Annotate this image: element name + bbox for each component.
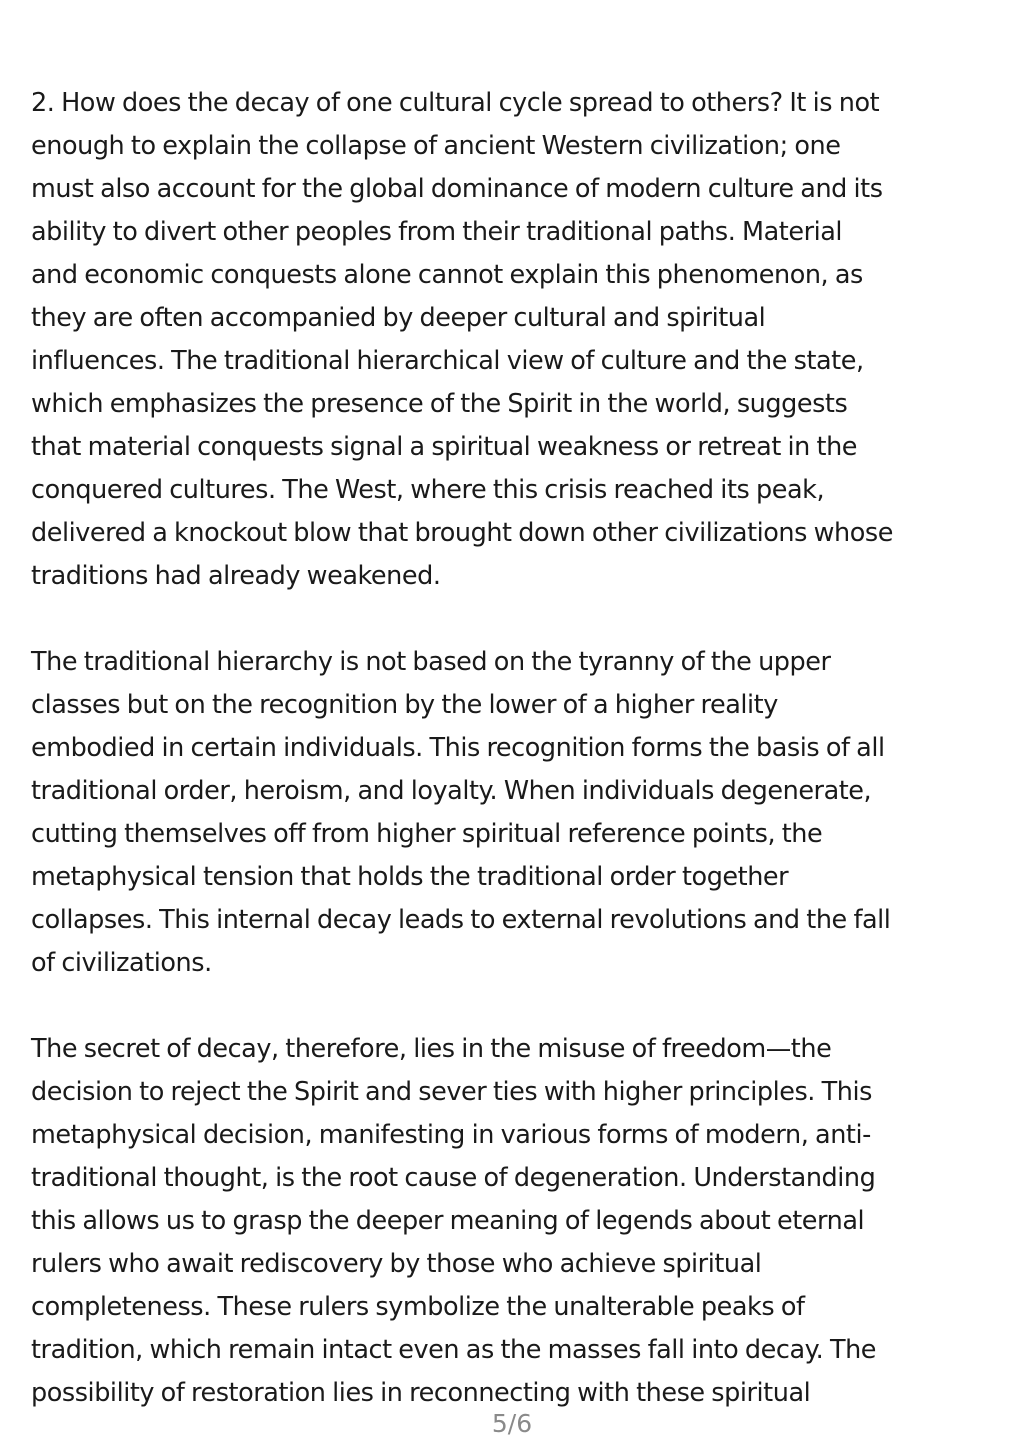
text-line: The traditional hierarchy is not based on the tyranny of the upper	[31, 647, 831, 677]
text-line: The secret of decay, therefore, lies in the misuse of freedom—the	[31, 1034, 832, 1064]
text-line: that material conquests signal a spiritual weakness or retreat in the	[31, 432, 858, 462]
text-line: this allows us to grasp the deeper meaning of legends about eternal	[31, 1206, 865, 1236]
text-line: which emphasizes the presence of the Spirit in the world, suggests	[31, 389, 848, 419]
page-indicator: 5/6	[491, 1409, 533, 1438]
paragraph-spacer	[31, 985, 999, 1028]
text-line: must also account for the global dominance of modern culture and its	[31, 174, 883, 204]
paragraph-spacer	[31, 598, 999, 641]
text-line: conquered cultures. The West, where this crisis reached its peak,	[31, 475, 825, 505]
text-line: metaphysical tension that holds the traditional order together	[31, 862, 789, 892]
text-line: of civilizations.	[31, 948, 212, 978]
text-line: decision to reject the Spirit and sever ties with higher principles. This	[31, 1077, 872, 1107]
text-line: influences. The traditional hierarchical view of culture and the state,	[31, 346, 864, 376]
text-line: possibility of restoration lies in reconnecting with these spiritual	[31, 1378, 811, 1408]
text-line: delivered a knockout blow that brought down other civilizations whose	[31, 518, 893, 548]
text-line: traditional thought, is the root cause of degeneration. Understanding	[31, 1163, 876, 1193]
text-line: embodied in certain individuals. This recognition forms the basis of all	[31, 733, 885, 763]
document-body	[31, 82, 999, 1415]
text-line: 2. How does the decay of one cultural cycle spread to others? It is not	[31, 88, 880, 118]
text-line: collapses. This internal decay leads to external revolutions and the fall	[31, 905, 891, 935]
text-line: traditions had already weakened.	[31, 561, 441, 591]
paragraph	[31, 82, 999, 598]
paragraph	[31, 1028, 999, 1415]
text-line: ability to divert other peoples from their traditional paths. Material	[31, 217, 843, 247]
text-line: they are often accompanied by deeper cultural and spiritual	[31, 303, 766, 333]
text-line: tradition, which remain intact even as the masses fall into decay. The	[31, 1335, 877, 1365]
text-line: metaphysical decision, manifesting in various forms of modern, anti-	[31, 1120, 871, 1150]
text-line: classes but on the recognition by the lower of a higher reality	[31, 690, 778, 720]
text-line: traditional order, heroism, and loyalty. When individuals degenerate,	[31, 776, 872, 806]
text-line: enough to explain the collapse of ancient Western civilization; one	[31, 131, 841, 161]
text-line: cutting themselves off from higher spiritual reference points, the	[31, 819, 823, 849]
text-line: rulers who await rediscovery by those who achieve spiritual	[31, 1249, 762, 1279]
text-line: and economic conquests alone cannot explain this phenomenon, as	[31, 260, 863, 290]
text-line: completeness. These rulers symbolize the unalterable peaks of	[31, 1292, 805, 1322]
paragraph	[31, 641, 999, 985]
